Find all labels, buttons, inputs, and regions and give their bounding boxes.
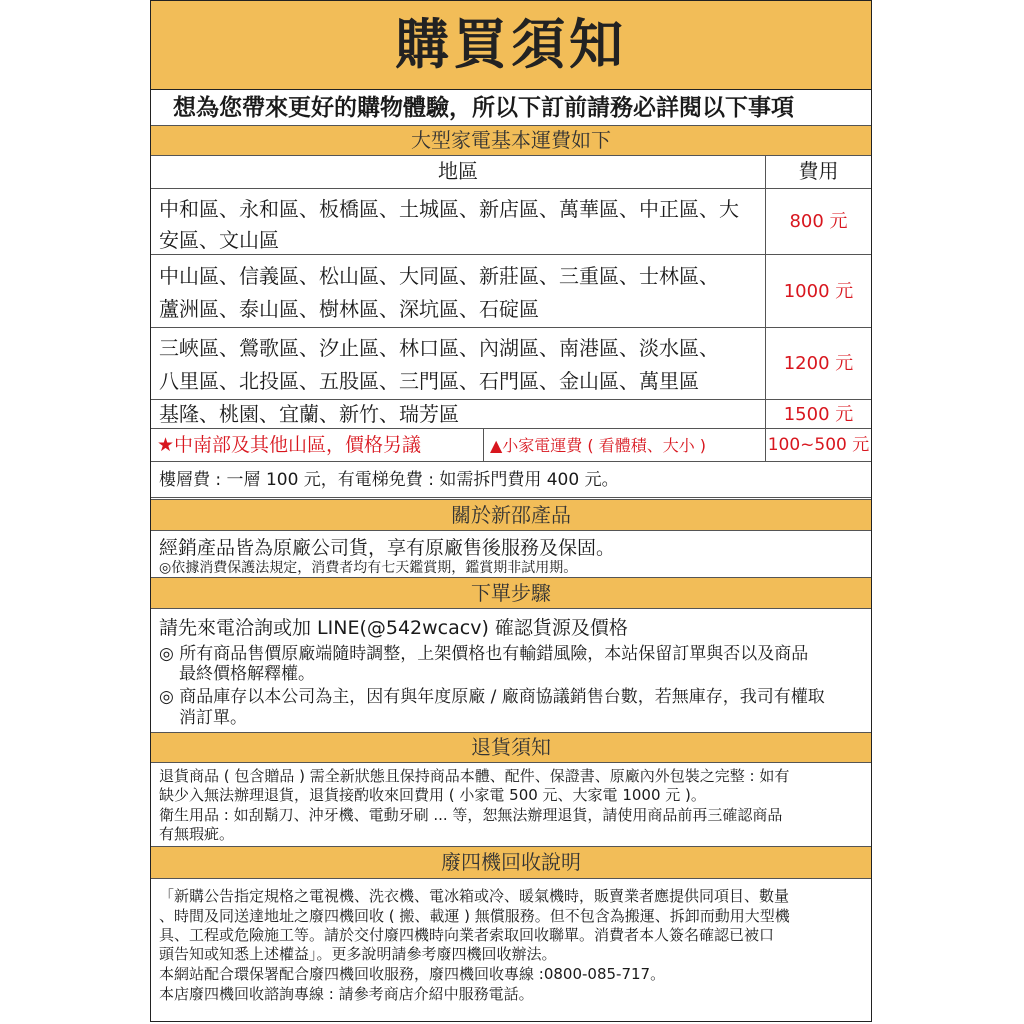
returns-line-1: 退貨商品 ( 包含贈品 ) 需全新狀態且保持商品本體、配件、保證書、原廠內外包裝之完整 : 如有 bbox=[159, 767, 790, 785]
fee-row-4: 1500 元 bbox=[766, 400, 871, 429]
order-line-1: 請先來電洽詢或加 LINE(@542wcacv) 確認貨源及價格 bbox=[159, 617, 628, 639]
returns-line-3: 衛生用品 : 如刮鬍刀、沖牙機、電動牙刷 ... 等，恕無法辦理退貨，請使用商品前再三確認商品 bbox=[159, 806, 783, 824]
recycle-line-4: 頭告知或知悉上述權益」。更多說明請參考廢四機回收辦法。 bbox=[159, 945, 557, 963]
shipping-heading: 大型家電基本運費如下 bbox=[151, 125, 871, 156]
about-line-1: 經銷產品皆為原廠公司貨，享有原廠售後服務及保固。 bbox=[159, 537, 616, 559]
recycle-line-2: 、時間及同送達地址之廢四機回收 ( 搬、載運 ) 無償服務。但不包含為搬運、拆卸而動用大型機 bbox=[159, 907, 790, 925]
recycle-line-5: 本網站配合環保署配合廢四機回收服務，廢四機回收專線 :0800-085-717。 bbox=[159, 965, 666, 983]
small-appliance-fee: 100~500 元 bbox=[766, 429, 871, 462]
returns-heading: 退貨須知 bbox=[151, 732, 871, 763]
recycle-line-3: 具、工程或危險施工等。請於交付廢四機時向業者索取回收聯單。消費者本人簽名確認已被口 bbox=[159, 926, 775, 944]
other-areas-note: ★中南部及其他山區，價格另議 bbox=[151, 429, 484, 462]
order-bullet-2-line2: 消訂單。 bbox=[179, 708, 247, 728]
region-row-3-line2: 八里區、北投區、五股區、三門區、石門區、金山區、萬里區 bbox=[159, 369, 699, 393]
region-row-1 bbox=[151, 189, 766, 255]
region-row-2-line2: 蘆洲區、泰山區、樹林區、深坑區、石碇區 bbox=[159, 297, 539, 321]
region-row-3-line1: 三峽區、鶯歌區、汐止區、林口區、內湖區、南港區、淡水區、 bbox=[159, 336, 719, 360]
returns-line-4: 有無瑕疵。 bbox=[159, 825, 235, 843]
recycle-line-6: 本店廢四機回收諮詢專線 : 請參考商店介紹中服務電話。 bbox=[159, 985, 534, 1003]
notice-sheet bbox=[150, 0, 872, 1022]
fee-row-2: 1000 元 bbox=[766, 255, 871, 328]
order-heading: 下單步驟 bbox=[151, 577, 871, 609]
about-line-2: ◎依據消費保護法規定，消費者均有七天鑑賞期，鑑賞期非試用期。 bbox=[159, 560, 578, 576]
region-row-2-line1: 中山區、信義區、松山區、大同區、新莊區、三重區、士林區、 bbox=[159, 264, 719, 288]
recycle-line-1: 「新購公告指定規格之電視機、洗衣機、電冰箱或冷、暖氣機時，販賣業者應提供同項目、數量 bbox=[159, 887, 790, 905]
small-appliance-label: ▲小家電運費 ( 看體積、大小 ) bbox=[484, 429, 766, 462]
divider bbox=[151, 497, 871, 498]
region-row-1-line2: 安區、文山區 bbox=[159, 228, 279, 252]
region-column-header: 地區 bbox=[151, 156, 766, 189]
page-subtitle: 想為您帶來更好的購物體驗，所以下訂前請務必詳閱以下事項 bbox=[151, 89, 871, 125]
floor-fee-note: 樓層費 : 一層 100 元，有電梯免費 : 如需拆門費用 400 元。 bbox=[159, 470, 619, 490]
page-title: 購買須知 bbox=[151, 1, 871, 89]
about-heading: 關於新邵產品 bbox=[151, 499, 871, 531]
order-bullet-1-line1: ◎ 所有商品售價原廠端隨時調整，上架價格也有輸錯風險，本站保留訂單與否以及商品 bbox=[159, 644, 809, 664]
fee-row-1: 800 元 bbox=[766, 189, 871, 255]
order-bullet-2-line1: ◎ 商品庫存以本公司為主，因有與年度原廠 / 廠商協議銷售台數，若無庫存，我司有權取 bbox=[159, 687, 825, 707]
returns-line-2: 缺少入無法辦理退貨，退貨接酌收來回費用 ( 小家電 500 元、大家電 1000 元 )。 bbox=[159, 786, 706, 804]
region-row-3 bbox=[151, 328, 766, 400]
recycle-heading: 廢四機回收說明 bbox=[151, 846, 871, 879]
region-row-2 bbox=[151, 255, 766, 328]
region-row-1-line1: 中和區、永和區、板橋區、土城區、新店區、萬華區、中正區、大 bbox=[159, 197, 739, 221]
fee-column-header: 費用 bbox=[766, 156, 871, 189]
order-bullet-1-line2: 最終價格解釋權。 bbox=[179, 664, 315, 684]
region-row-4: 基隆、桃園、宜蘭、新竹、瑞芳區 bbox=[151, 400, 766, 429]
fee-row-3: 1200 元 bbox=[766, 328, 871, 400]
